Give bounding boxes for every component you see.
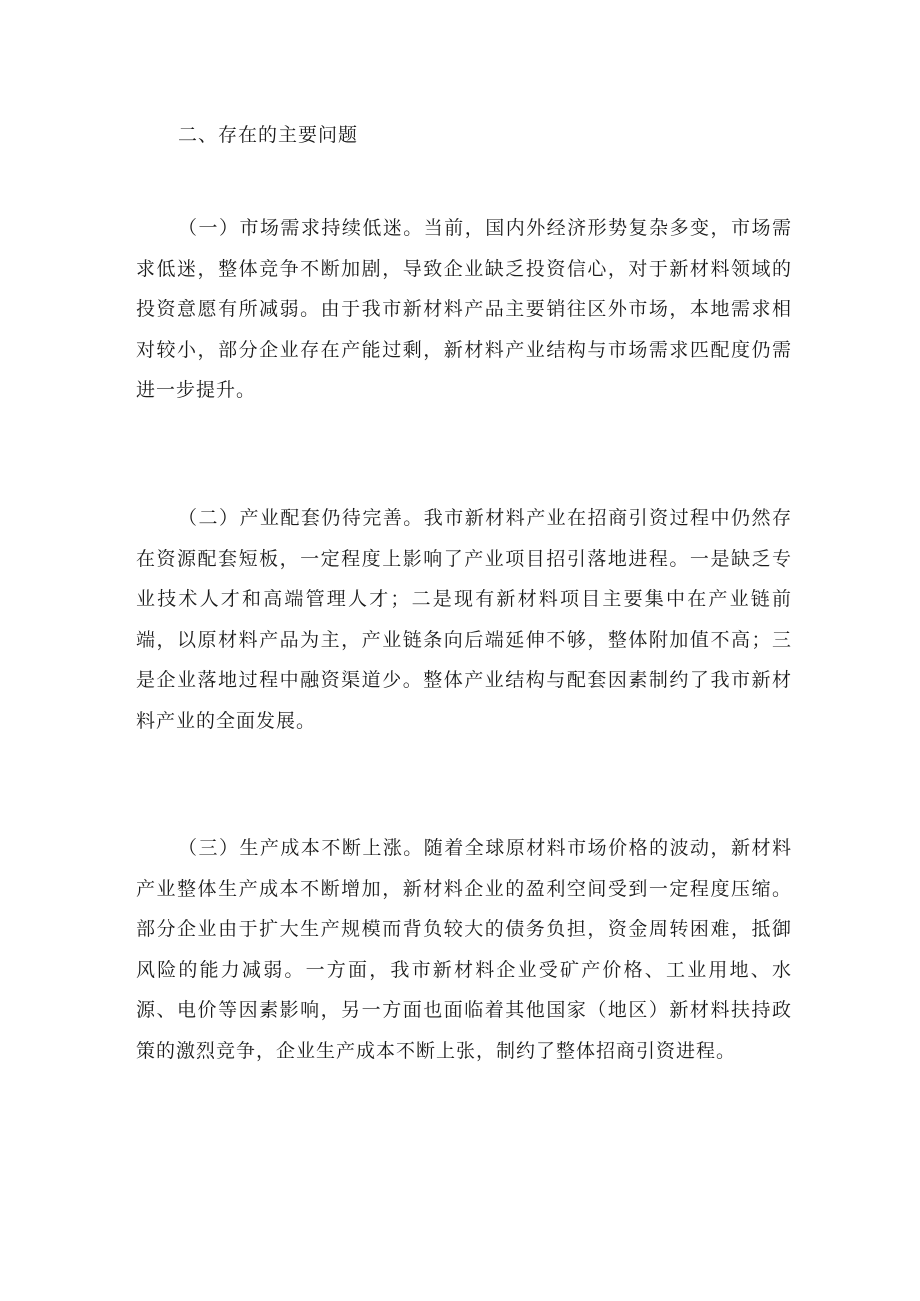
section-heading: 二、存在的主要问题: [178, 124, 359, 146]
paragraph-production-cost: （三）生产成本不断上涨。随着全球原材料市场价格的波动，新材料产业整体生产成本不断增加，新材料企业的盈利空间受到一定程度压缩。部分企业由于扩大生产规模而背负较大的债务负担，资金周转困难，抵御风险的能力减弱。一方面，我市新材料企业受矿产价格、工业用地、水源、电价等因素影响，另一方面也面临着其他国家（地区）新材料扶持政策的激烈竞争，企业生产成本不断上张，制约了整体招商引资进程。: [136, 837, 792, 1062]
paragraph-industry-support: （二）产业配套仍待完善。我市新材料产业在招商引资过程中仍然存在资源配套短板，一定程度上影响了产业项目招引落地进程。一是缺乏专业技术人才和高端管理人才；二是现有新材料项目主要集中在产业链前端，以原材料产品为主，产业链条向后端延伸不够，整体附加值不高；三是企业落地过程中融资渠道少。整体产业结构与配套因素制约了我市新材料产业的全面发展。: [136, 507, 792, 732]
paragraph-market-demand: （一）市场需求持续低迷。当前，国内外经济形势复杂多变，市场需求低迷，整体竞争不断加剧，导致企业缺乏投资信心，对于新材料领域的投资意愿有所减弱。由于我市新材料产品主要销往区外市场，本地需求相对较小，部分企业存在产能过剩，新材料产业结构与市场需求匹配度仍需进一步提升。: [136, 217, 792, 401]
